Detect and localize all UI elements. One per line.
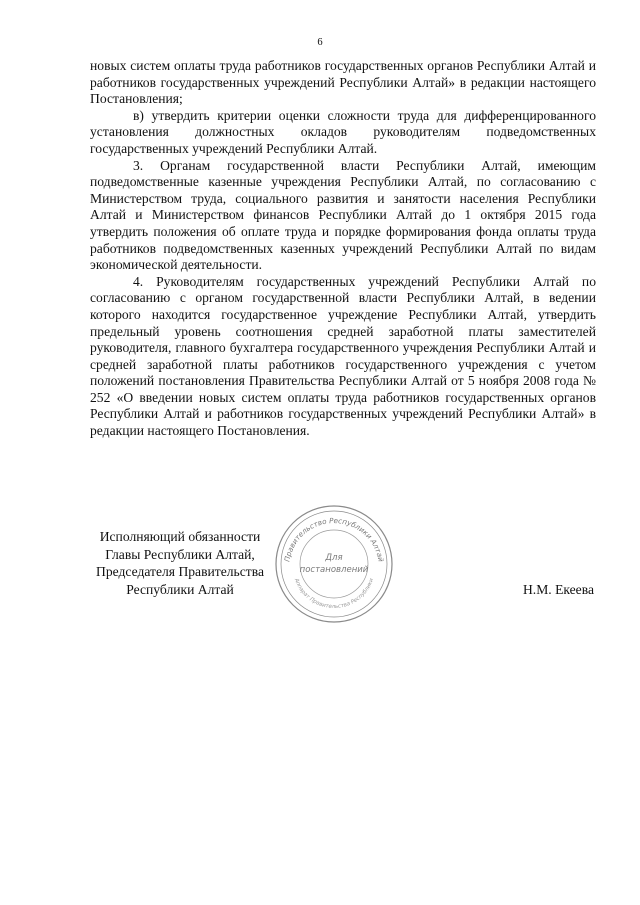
paragraph: 3. Органам государственной власти Республики Алтай, имеющим подведомственные казенные учреждения Республики Алтай, по согласованию с Министерством труда, социального развития и занятости населения Республики Алтай и Министерством финансов Республики Алтай до 1 октября 2015 года утвердить положения об оплате труда и порядке формирования фонда оплаты труда работников подведомственных казенных учреждений Республики Алтай по видам экономической деятельности.	[90, 157, 596, 273]
paragraph: 4. Руководителям государственных учреждений Республики Алтай по согласованию с органом государственной власти Республики Алтай, в ведении которого находится государственное учреждение Республики Алтай, утвердить предельный уровень соотношения средней заработной платы заместителей руководителя, главного бухгалтера государственного учреждения Республики Алтай и средней заработной платы работников государственного учреждения с учетом положений постановления Правительства Республики Алтай от 5 ноября 2008 года № 252 «О введении новых систем оплаты труда работников государственных органов Республики Алтай и работников государственных учреждений Республики Алтай» в редакции настоящего Постановления.	[90, 273, 596, 439]
signatory-title-line: Республики Алтай	[126, 581, 234, 597]
paragraph: в) утвердить критерии оценки сложности труда для дифференцированного установления должностных окладов руководителям подведомственных государственных учреждений Республики Алтай.	[90, 107, 596, 156]
signatory-title-line: Главы Республики Алтай,	[105, 546, 255, 562]
paragraph: новых систем оплаты труда работников государственных органов Республики Алтай и работников государственных учреждений Республики Алтай» в редакции настоящего Постановления;	[90, 58, 596, 107]
signatory-name: Н.М. Екеева	[522, 582, 594, 597]
seal-center-text: Для	[325, 553, 343, 563]
signatory-title-line: Председателя Правительства	[96, 564, 264, 579]
official-seal	[272, 502, 396, 626]
seal-outer-text: Правительство Республики Алтай	[282, 515, 386, 563]
seal-inner-ring	[281, 511, 387, 617]
seal-lower-text: Аппарат Правительства Республики	[292, 577, 376, 611]
document-body	[90, 58, 596, 440]
page-number: 6	[317, 37, 323, 48]
seal-center-text: постановлений	[299, 565, 369, 575]
signatory-title	[85, 528, 275, 598]
signatory-title-line: Исполняющий обязанности	[99, 529, 261, 544]
seal-center-ring	[300, 530, 368, 598]
